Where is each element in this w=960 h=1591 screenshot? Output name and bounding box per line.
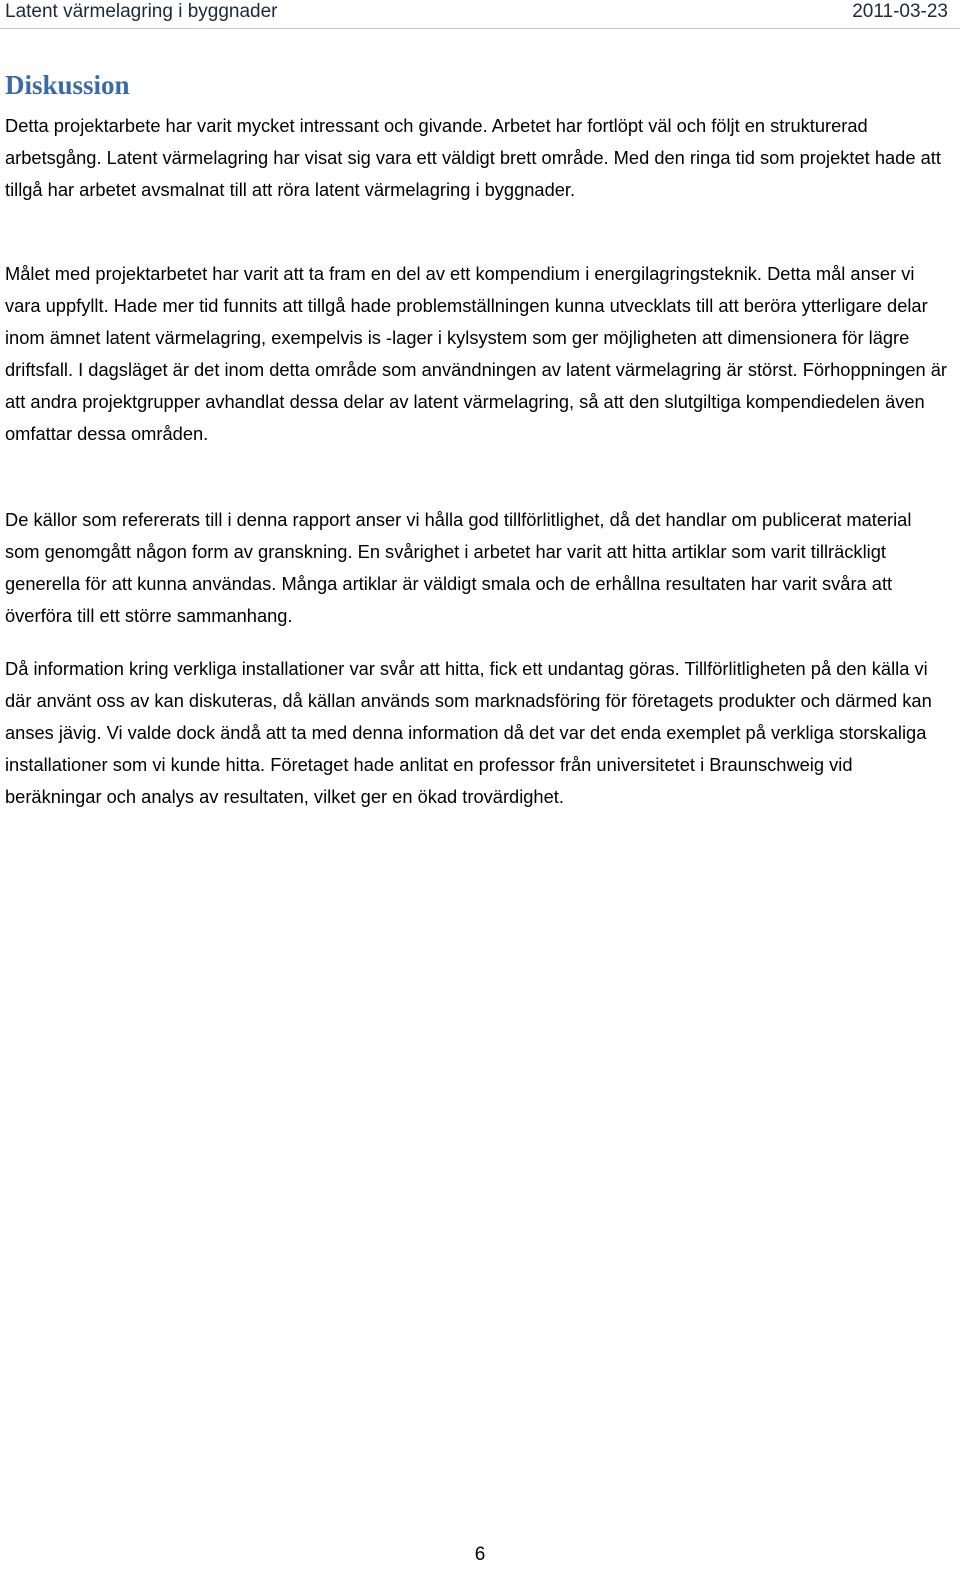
header-title: Latent värmelagring i byggnader <box>5 1 278 22</box>
paragraph: De källor som refererats till i denna rapport anser vi hålla god tillförlitlighet, då det handlar om publicerat material som genomgått någon form av granskning. En svårighet i arbetet har varit att hitta artiklar som varit tillräckligt generella för att kunna användas. Många artiklar är väldigt smala och de erhållna resultaten har varit svåra att överföra till ett större sammanhang. <box>5 509 912 626</box>
paragraph: Målet med projektarbetet har varit att ta fram en del av ett kompendium i energilagringsteknik. Detta mål anser vi vara uppfyllt. Hade mer tid funnits att tillgå hade problemställningen kunna utvecklats till att beröra ytterligare delar inom ämnet latent värmelagring, exempelvis is -lager i kylsystem som ger möjligheten att dimensionera för lägre driftsfall. I dagsläget är det inom detta område som användningen av latent värmelagring är störst. Förhoppningen är att andra projektgrupper avhandlat dessa delar av latent värmelagring, så att den slutgiltiga kompendiedelen även omfattar dessa områden. <box>5 263 948 444</box>
header-divider <box>0 28 960 29</box>
page-number: 6 <box>474 1544 486 1565</box>
header-date: 2011-03-23 <box>852 1 948 22</box>
section-heading: Diskussion <box>5 70 130 100</box>
page-header <box>0 0 960 28</box>
paragraph: Detta projektarbete har varit mycket intressant och givande. Arbetet har fortlöpt väl och följt en strukturerad arbetsgång. Latent värmelagring har visat sig vara ett väldigt brett område. Med den ringa tid som projektet hade att tillgå har arbetet avsmalnat till att röra latent värmelagring i byggnader. <box>5 115 941 200</box>
paragraph: Då information kring verkliga installationer var svår att hitta, fick ett undantag göras. Tillförlitligheten på den källa vi där använt oss av kan diskuteras, då källan används som marknadsföring för företagets produkter och därmed kan anses jävig. Vi valde dock ändå att ta med denna information då det var det enda exemplet på verkliga storskaliga installationer som vi kunde hitta. Företaget hade anlitat en professor från universitetet i Braunschweig vid beräkningar och analys av resultaten, vilket ger en ökad trovärdighet. <box>5 658 932 807</box>
